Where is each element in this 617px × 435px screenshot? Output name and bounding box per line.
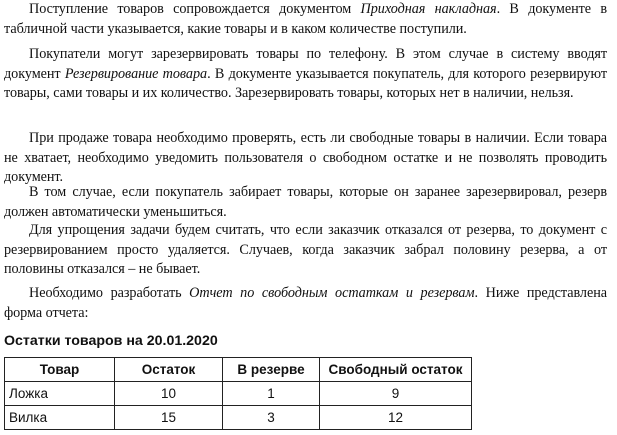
cell-reserved: 3 <box>223 406 320 430</box>
table-row <box>5 382 472 406</box>
report-title: Остатки товаров на 20.01.2020 <box>4 333 218 349</box>
cell-free-stock: 12 <box>320 406 472 430</box>
cell-stock: 10 <box>115 382 223 406</box>
text-run: Необходимо разработать <box>29 285 190 301</box>
cell-reserved: 1 <box>223 382 320 406</box>
text-run: . В документе указывается покупатель, для которого резервируют товары, сами товары и их количество. Зарезервировать товары, которых нет в наличии, нельзя. <box>4 65 607 101</box>
paragraph-simplification <box>4 221 607 280</box>
paragraph-reservation <box>4 45 607 104</box>
text-run: Поступление товаров сопровождается документом <box>29 1 361 17</box>
paragraph-sale-check <box>4 129 607 188</box>
paragraph-reserve-decrease <box>4 183 607 222</box>
cell-product: Вилка <box>5 406 115 430</box>
report-table <box>4 357 472 430</box>
text-run: При продаже товара необходимо проверять, есть ли свободные товары в наличии. Если товара не хватает, необходимо уведомить пользователя о свободном остатке и не позволять проводить документ. <box>4 130 607 185</box>
column-header-product: Товар <box>5 358 115 382</box>
text-run: В том случае, если покупатель забирает товары, которые он заранее зарезервировал, резерв должен автоматически уменьшиться. <box>4 184 607 220</box>
text-run: . В документе в табличной части указывается, какие товары и в каком количестве поступили. <box>4 1 608 37</box>
italic-term: Приходная накладная <box>360 1 497 17</box>
cell-product: Ложка <box>5 382 115 406</box>
column-header-reserved: В резерве <box>223 358 320 382</box>
cell-free-stock: 9 <box>320 382 472 406</box>
text-run: Покупатели могут зарезервировать товары по телефону. В этом случае в систему вводят документ <box>4 46 607 82</box>
italic-term: Резервирование товара <box>64 65 208 82</box>
text-run: Для упрощения задачи будем считать, что если заказчик отказался от резерва, то документ с резервированием просто удаляется. Случаев, когда заказчик забрал половину резерва, а от половины отказался – не бывает. <box>4 222 607 277</box>
table-row <box>5 406 472 430</box>
paragraph-incoming-invoice <box>4 0 607 39</box>
column-header-free-stock: Свободный остаток <box>320 358 472 382</box>
italic-term: Отчет по свободным остаткам и резервам <box>189 285 475 301</box>
text-run: . Ниже представлена форма отчета: <box>4 285 608 321</box>
column-header-stock: Остаток <box>115 358 223 382</box>
cell-stock: 15 <box>115 406 223 430</box>
paragraph-report-task <box>4 284 607 323</box>
table-header-row <box>5 358 472 382</box>
